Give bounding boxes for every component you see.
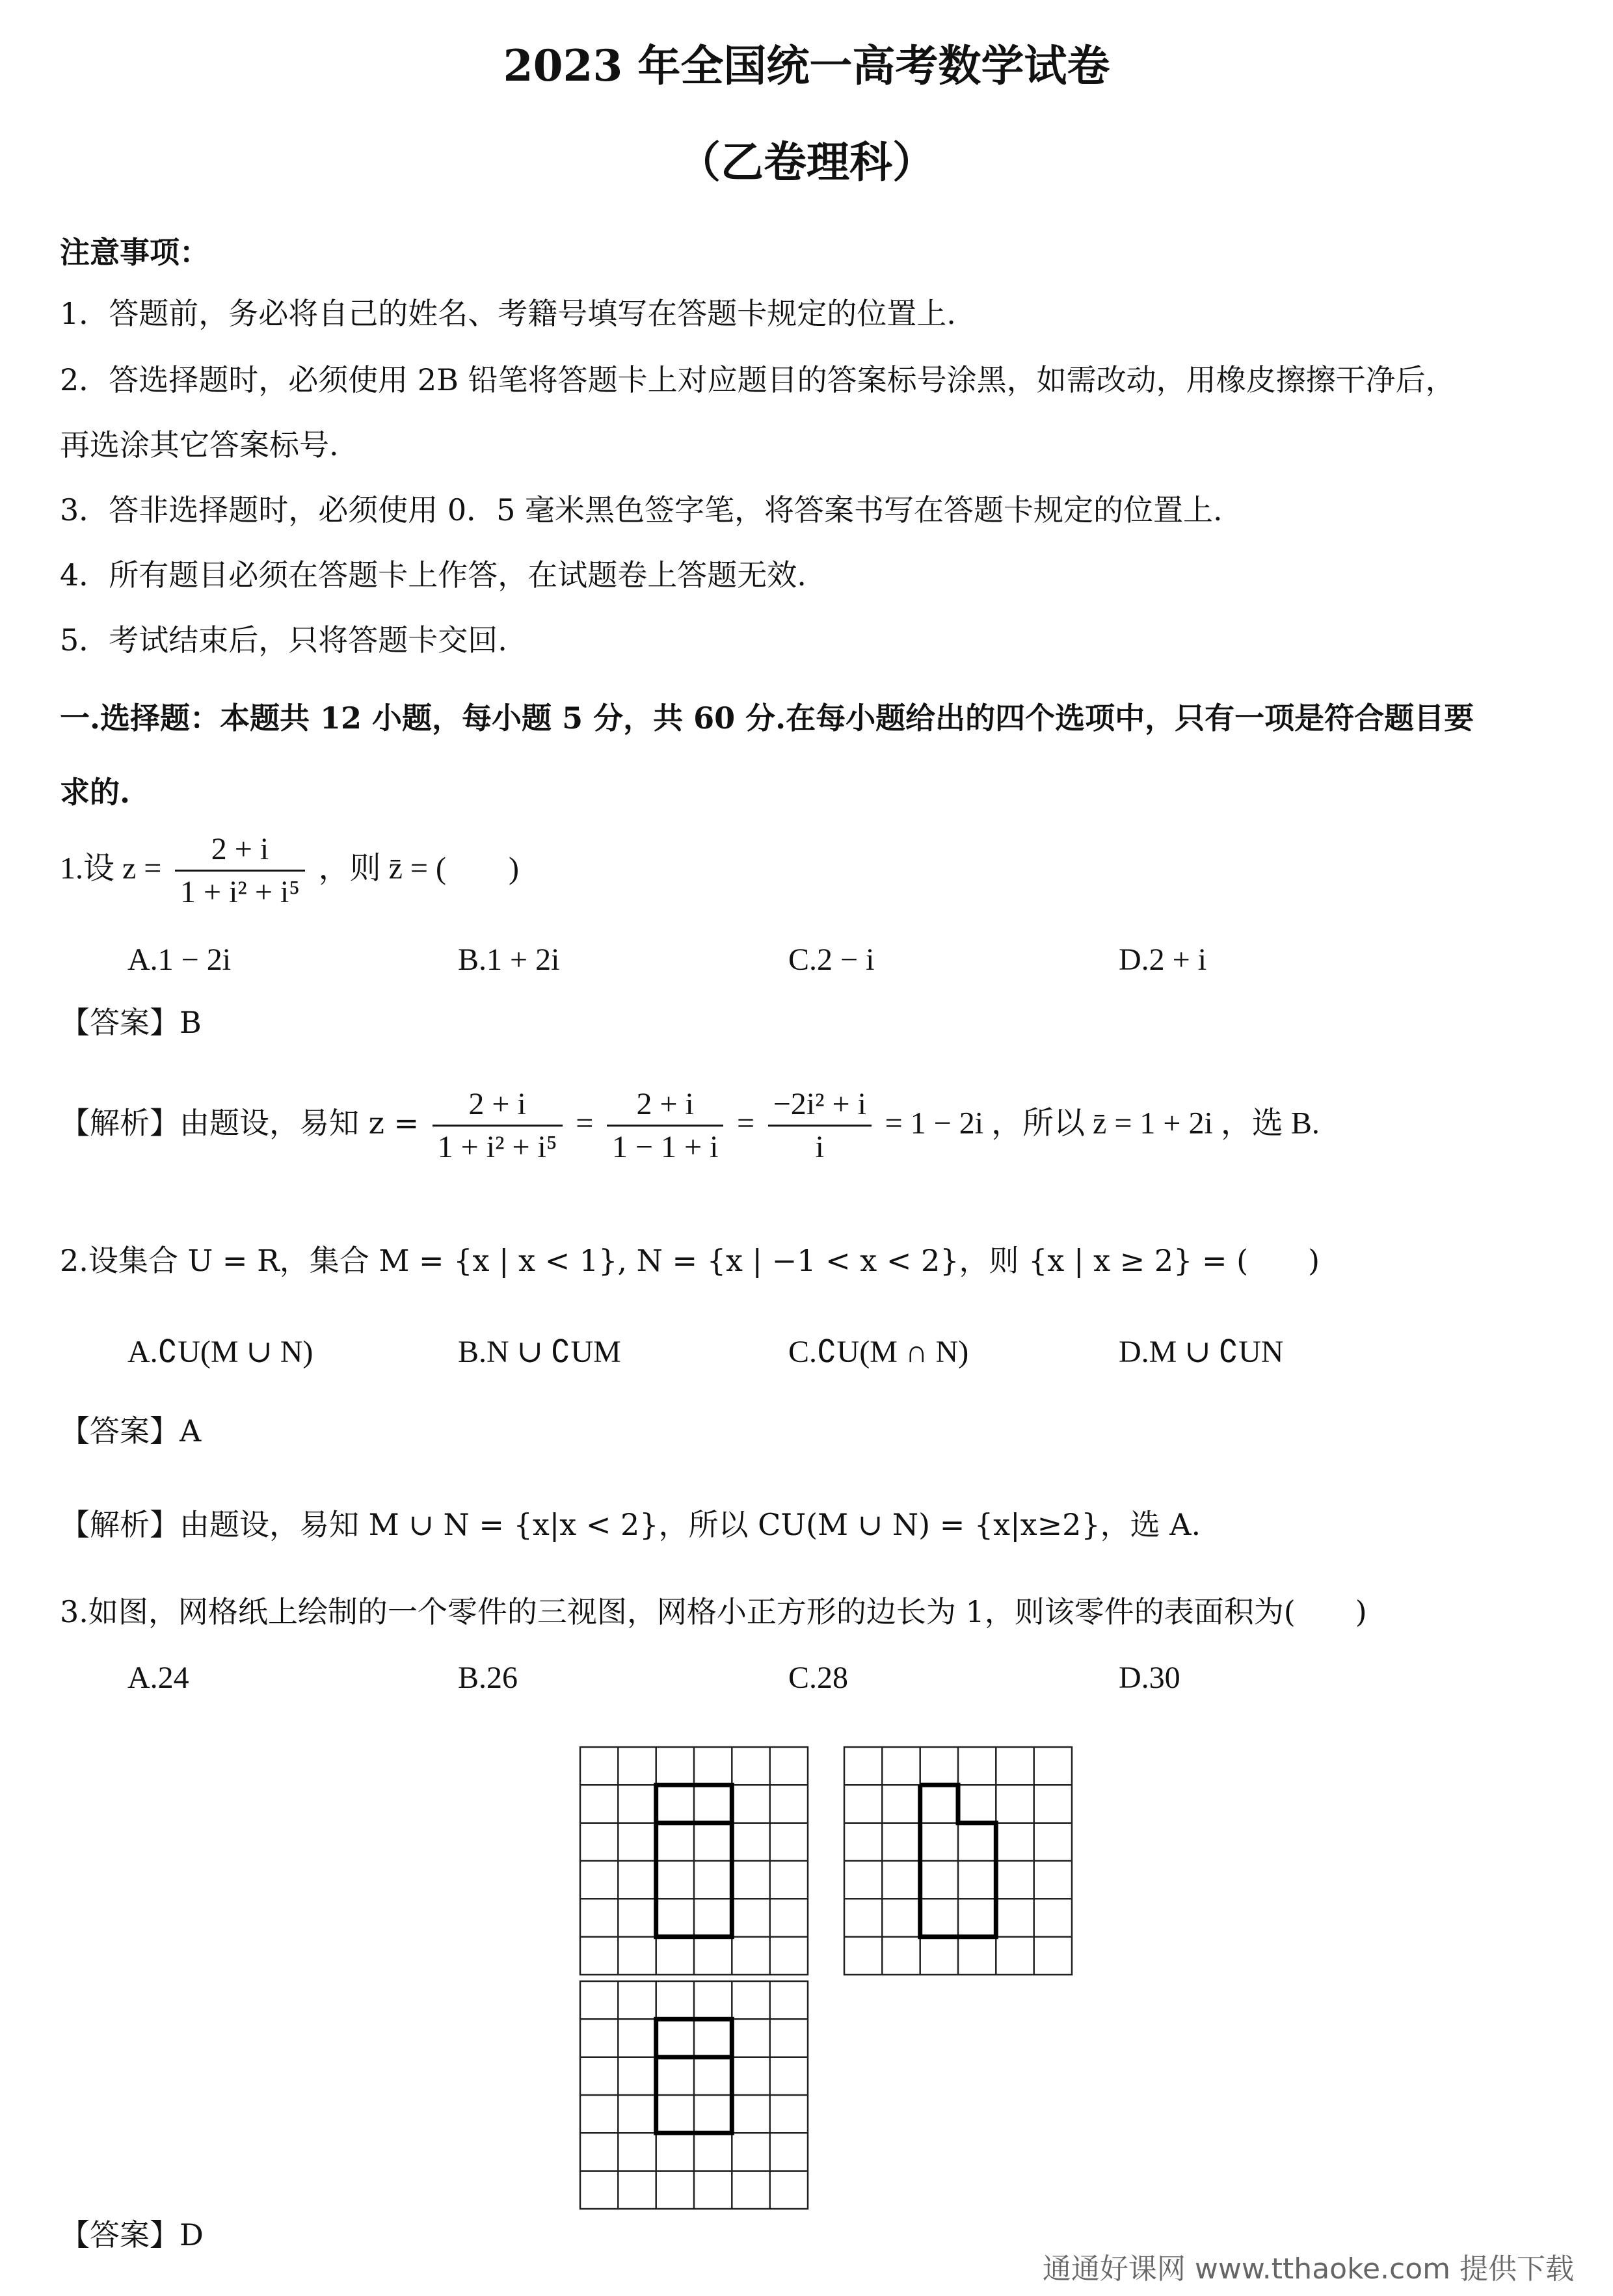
q1-fraction-num: 2 + i [175,831,305,872]
notice-item-2-cont: 再选涂其它答案标号. [60,427,339,462]
q1-analysis-frac-1-den: 1 + i² + i⁵ [437,1130,557,1164]
section-heading: 一.选择题：本题共 12 小题，每小题 5 分，共 60 分.在每小题给出的四个选项中，只有一项是符合题目要 [60,701,1474,736]
q2-analysis: 【解析】由题设，易知 M ∪ N = {x|x < 2}，所以 CU(M ∪ N) = {x|x≥2}，选 A. [60,1507,1201,1542]
q1-analysis-frac-1-num: 2 + i [433,1086,563,1127]
q1-analysis-frac-3 [768,1086,872,1165]
q2-option-a: A.∁U(M ∪ N) [127,1335,313,1369]
q1-analysis-frac-3-num: −2i² + i [768,1086,872,1127]
notice-item-4: 4．所有题目必须在答题卡上作答，在试题卷上答题无效. [60,557,806,593]
q1-fraction [175,831,305,910]
top-view-figure [579,1980,809,2210]
notice-item-2: 2．答选择题时，必须使用 2B 铅笔将答题卡上对应题目的答案标号涂黑，如需改动，用橡皮擦擦干净后， [60,362,1456,397]
question-2: 2.设集合 U = R，集合 M = {x | x < 1}, N = {x | −1 < x < 2}，则 {x | x ≥ 2} = ( ) [60,1243,1320,1278]
notice-item-3: 3．答非选择题时，必须使用 0．5 毫米黑色签字笔，将答案书写在答题卡规定的位置上. [60,492,1223,527]
footer-source: 通通好课网 www.tthaoke.com 提供下载 [1042,2252,1574,2286]
q1-suffix: ，则 z̄ = ( ) [318,851,519,886]
exam-title: 2023 年全国统一高考数学试卷 [503,40,1110,91]
section-heading-cont: 求的. [60,775,131,810]
q1-analysis-frac-3-den: i [815,1130,824,1164]
q1-option-b: B.1 + 2i [458,942,560,977]
q1-analysis-frac-2-den: 1 − 1 + i [611,1130,719,1164]
q3-option-c: C.28 [788,1661,849,1695]
q1-prefix: 1.设 z = [60,851,162,886]
q1-analysis: 【解析】由题设，易知 z = $\frac{2 + i}{\text{1 + i² + i⁵}}$ = $\frac{2 + i}{1 - 1 + i}$ = $\frac{\text{−2i² + i}}{i}$ = 1 − 2i ，所以 z̄ = 1 + 2i ，选 B. [60,1087,1320,1164]
q1-analysis-suffix: = 1 − 2i ，所以 z̄ = 1 + 2i ，选 B. [885,1106,1320,1141]
q1-analysis-frac-1 [433,1086,563,1165]
q2-answer: 【答案】A [60,1413,202,1448]
q2-option-b: B.N ∪ ∁UM [458,1335,621,1369]
q1-analysis-frac-2 [607,1086,723,1165]
question-3: 3.如图，网格纸上绘制的一个零件的三视图，网格小正方形的边长为 1，则该零件的表面积为( ) [60,1594,1367,1629]
question-1 [60,831,519,910]
notice-heading: 注意事项： [60,235,209,270]
notice-item-5: 5．考试结束后，只将答题卡交回. [60,622,507,658]
q2-option-c: C.∁U(M ∩ N) [788,1335,969,1369]
front-view-figure [579,1746,809,1976]
notice-item-1: 1．答题前，务必将自己的姓名、考籍号填写在答题卡规定的位置上. [60,296,956,331]
q3-answer: 【答案】D [60,2217,204,2252]
q1-answer: 【答案】B [60,1005,202,1040]
q3-option-b: B.26 [458,1661,518,1695]
side-view-figure [843,1746,1073,1976]
q3-option-d: D.30 [1119,1661,1180,1695]
q1-fraction-den: 1 + i² + i⁵ [180,875,300,909]
q1-analysis-prefix: 【解析】由题设，易知 z = [60,1105,420,1141]
q1-option-a: A.1 − 2i [127,942,232,977]
q1-analysis-frac-2-num: 2 + i [607,1086,723,1127]
q1-option-d: D.2 + i [1119,942,1207,977]
q3-option-a: A.24 [127,1661,189,1695]
q2-option-d: D.M ∪ ∁UN [1119,1335,1284,1369]
q1-option-c: C.2 − i [788,942,875,977]
exam-subtitle: （乙卷理科） [678,137,935,187]
